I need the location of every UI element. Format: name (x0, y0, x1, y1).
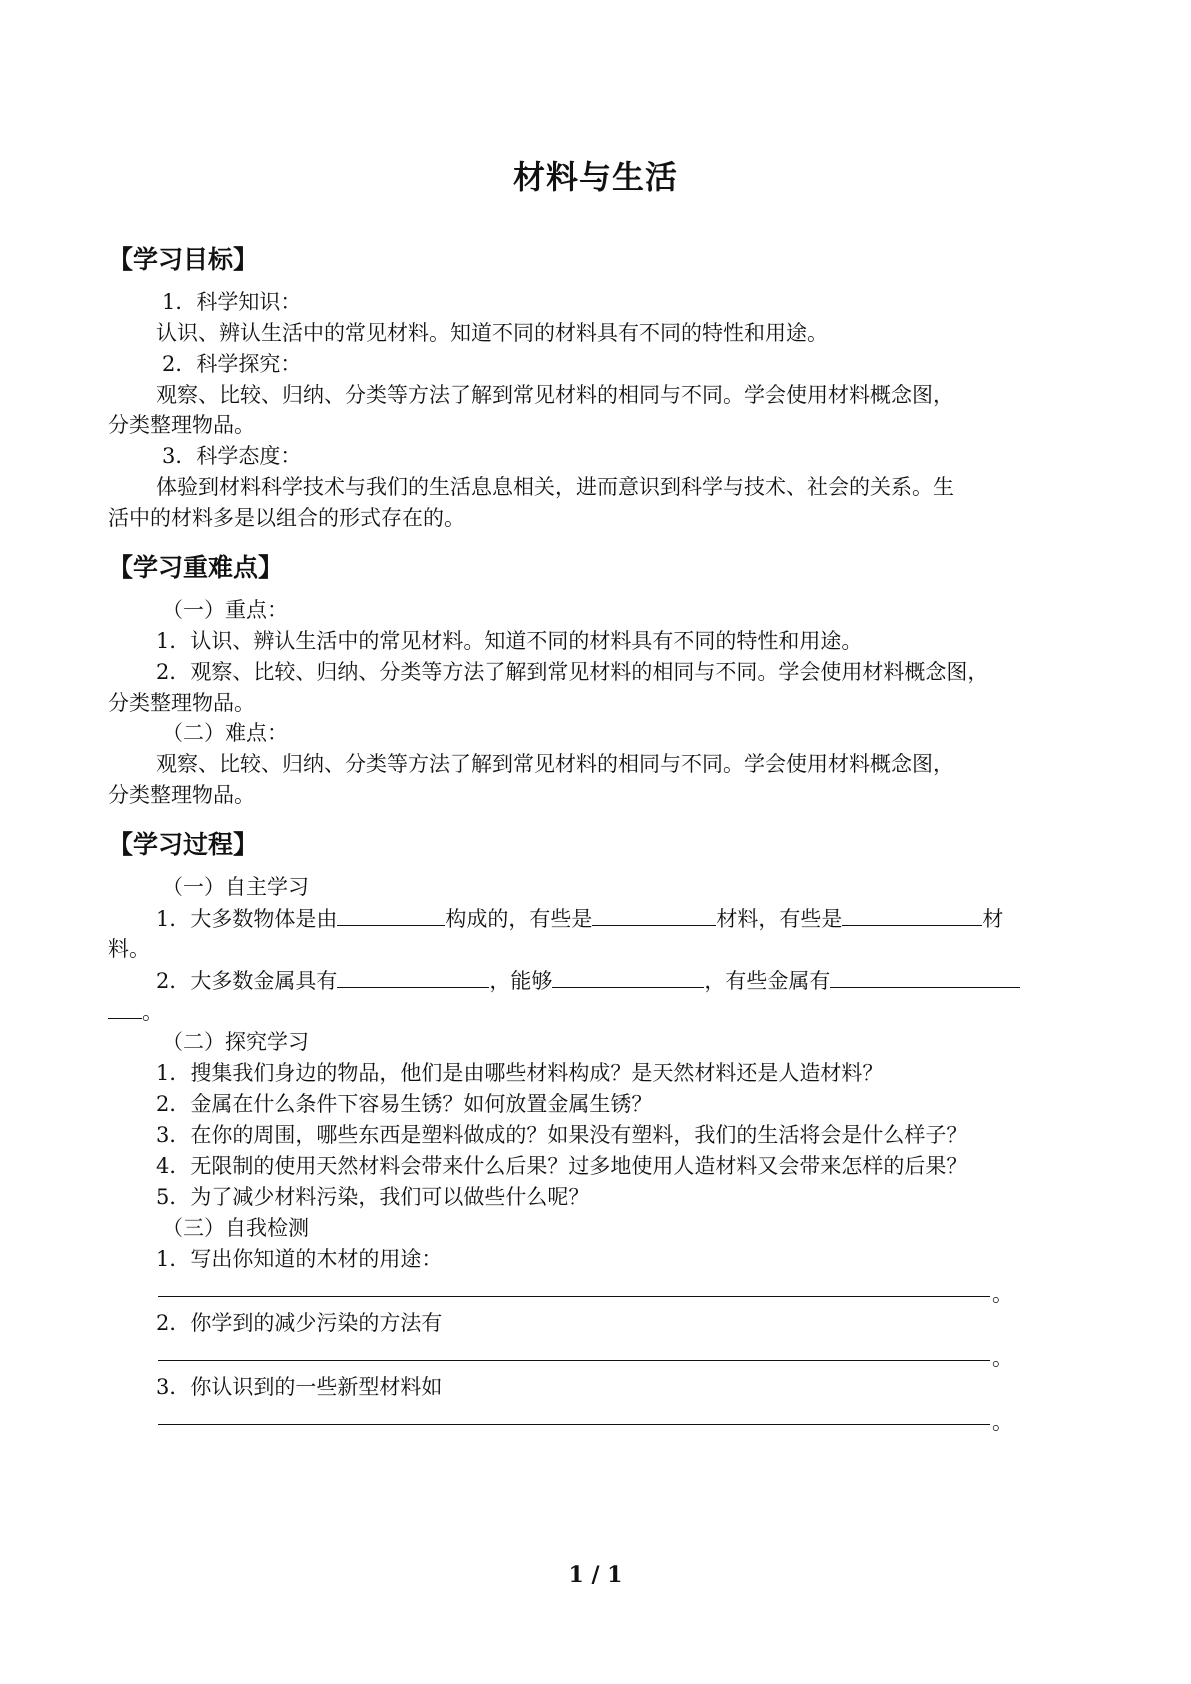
inquiry-question-4: 4．无限制的使用天然材料会带来什么后果？过多地使用人造材料又会带来怎样的后果？ (156, 1154, 968, 1178)
self-study-subheading: （一）自主学习 (162, 875, 309, 899)
answer-line[interactable] (158, 1296, 990, 1297)
fill-question-1-part-d: 材 (982, 907, 1004, 931)
goal-item-3-label: 3．科学态度： (162, 444, 302, 468)
goal-item-2-text-a: 观察、比较、归纳、分类等方法了解到常见材料的相同与不同。学会使用材料概念图， (156, 383, 954, 407)
answer-blank[interactable] (830, 965, 1020, 988)
section-heading-process: 【学习过程】 (108, 830, 259, 859)
self-test-question-3: 3．你认识到的一些新型材料如 (156, 1375, 443, 1399)
fill-question-2 (156, 965, 1020, 996)
inquiry-subheading: （二）探究学习 (162, 1030, 309, 1054)
inquiry-question-3: 3．在你的周围，哪些东西是塑料做成的？如果没有塑料，我们的生活将会是什么样子？ (156, 1123, 968, 1147)
answer-blank[interactable] (337, 965, 489, 988)
difficulty-subheading: （二）难点： (162, 721, 288, 745)
goal-item-2-text-b: 分类整理物品。 (108, 413, 255, 437)
self-test-subheading: （三）自我检测 (162, 1216, 309, 1240)
key-point-1: 1．认识、辨认生活中的常见材料。知道不同的材料具有不同的特性和用途。 (156, 629, 863, 653)
goal-item-2-label: 2．科学探究： (162, 352, 302, 376)
fill-question-2-continuation (108, 996, 163, 1027)
answer-blank[interactable] (552, 965, 704, 988)
fill-question-2-part-a: 2．大多数金属具有 (156, 969, 338, 993)
answer-line-period: 。 (992, 1410, 1013, 1434)
inquiry-question-1: 1．搜集我们身边的物品，他们是由哪些材料构成？是天然材料还是人造材料？ (156, 1061, 884, 1085)
goal-item-1-text: 认识、辨认生活中的常见材料。知道不同的材料具有不同的特性和用途。 (156, 321, 828, 345)
answer-line[interactable] (158, 1424, 990, 1425)
fill-question-1-part-e: 料。 (108, 937, 150, 961)
answer-blank[interactable] (337, 903, 445, 926)
answer-line-period: 。 (992, 1282, 1013, 1306)
section-heading-key-points: 【学习重难点】 (108, 553, 284, 582)
fill-question-2-end: 。 (142, 1000, 163, 1024)
fill-question-1-part-b: 构成的，有些是 (445, 907, 593, 931)
answer-blank[interactable] (108, 996, 142, 1019)
difficulty-1-a: 观察、比较、归纳、分类等方法了解到常见材料的相同与不同。学会使用材料概念图， (156, 752, 954, 776)
goal-item-1-label: 1．科学知识： (162, 290, 302, 314)
key-point-subheading: （一）重点： (162, 598, 288, 622)
answer-line-period: 。 (992, 1346, 1013, 1370)
goal-item-3-text-b: 活中的材料多是以组合的形式存在的。 (108, 506, 465, 530)
fill-question-1 (156, 903, 1003, 934)
inquiry-question-2: 2．金属在什么条件下容易生锈？如何放置金属生锈？ (156, 1092, 653, 1116)
answer-line[interactable] (158, 1360, 990, 1361)
key-point-2-a: 2．观察、比较、归纳、分类等方法了解到常见材料的相同与不同。学会使用材料概念图， (156, 660, 989, 684)
page-title: 材料与生活 (512, 158, 678, 196)
fill-question-1-part-a: 1．大多数物体是由 (156, 907, 338, 931)
fill-question-2-part-b: ，能够 (489, 969, 553, 993)
page-number: 1 / 1 (568, 1562, 623, 1588)
self-test-question-2: 2．你学到的减少污染的方法有 (156, 1311, 443, 1335)
fill-question-2-part-c: ，有些金属有 (704, 969, 831, 993)
answer-blank[interactable] (842, 903, 982, 926)
inquiry-question-5: 5．为了减少材料污染，我们可以做些什么呢？ (156, 1185, 590, 1209)
goal-item-3-text-a: 体验到材料科学技术与我们的生活息息相关，进而意识到科学与技术、社会的关系。生 (156, 475, 954, 499)
difficulty-1-b: 分类整理物品。 (108, 783, 255, 807)
section-heading-goals: 【学习目标】 (108, 245, 259, 274)
answer-blank[interactable] (592, 903, 716, 926)
fill-question-1-part-c: 材料，有些是 (716, 907, 843, 931)
key-point-2-b: 分类整理物品。 (108, 691, 255, 715)
self-test-question-1: 1．写出你知道的木材的用途： (156, 1247, 443, 1271)
